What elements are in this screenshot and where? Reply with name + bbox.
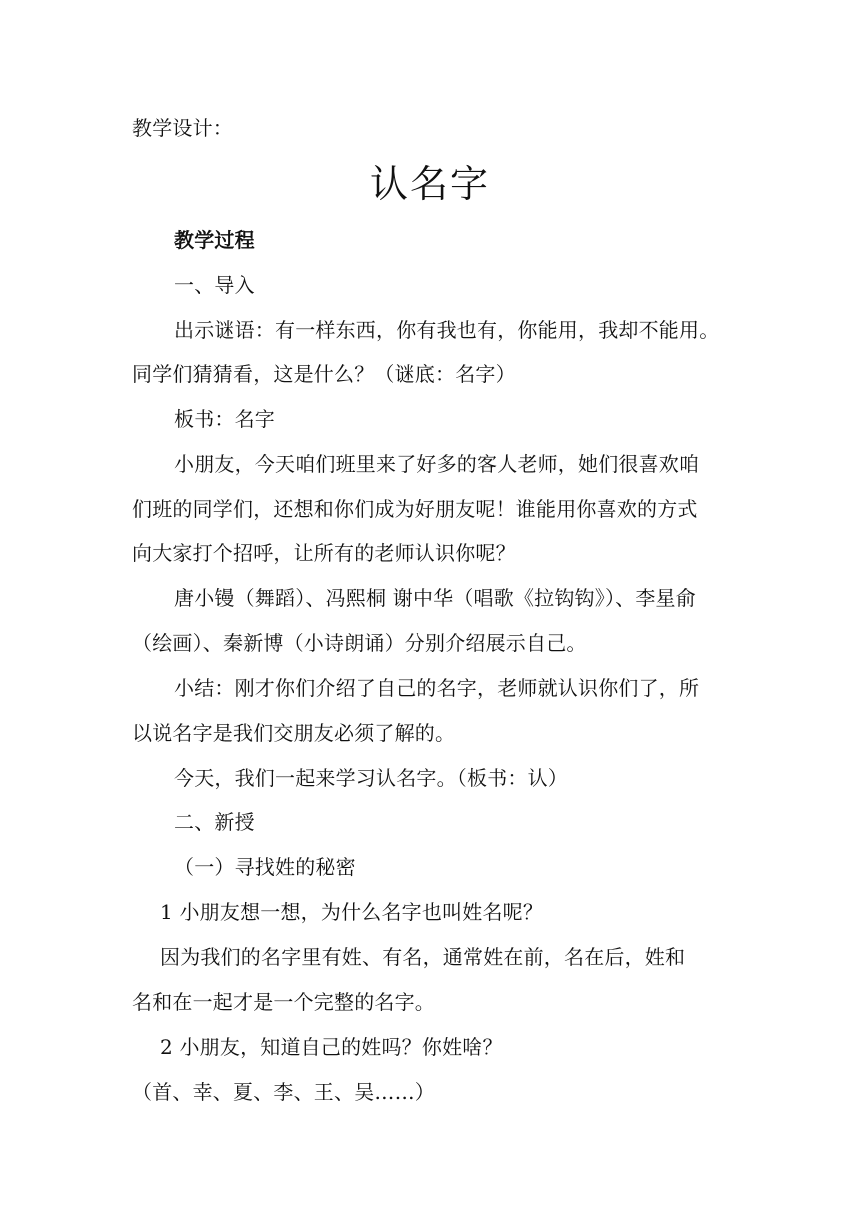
paragraph-line: 出示谜语：有一样东西，你有我也有，你能用，我却不能用。 — [174, 318, 720, 342]
paragraph-line: （一）寻找姓的秘密 — [174, 855, 356, 879]
paragraph-line: 2 小朋友，知道自己的姓吗？你姓啥？ — [160, 1035, 503, 1059]
paragraph-line: 小结：刚才你们介绍了自己的名字，老师就认识你们了，所 — [174, 676, 700, 700]
paragraph-line: 1 小朋友想一想，为什么名字也叫姓名呢？ — [160, 900, 544, 924]
paragraph-line: 因为我们的名字里有姓、有名，通常姓在前，名在后，姓和 — [160, 945, 686, 969]
doc-header: 教学设计： — [132, 116, 233, 140]
paragraph-line: 唐小镘（舞蹈）、冯熙桐 谢中华（唱歌《拉钩钩》）、李星俞 — [174, 586, 696, 610]
paragraph-line: 小朋友，今天咱们班里来了好多的客人老师，她们很喜欢咱 — [174, 452, 700, 476]
paragraph-line: 们班的同学们，还想和你们成为好朋友呢！谁能用你喜欢的方式 — [132, 497, 698, 521]
section-heading: 教学过程 — [174, 228, 255, 252]
paragraph-line: 今天，我们一起来学习认名字。（板书：认） — [174, 766, 568, 790]
paragraph-line: 二、新授 — [174, 810, 255, 834]
paragraph-line: （绘画）、秦新博（小诗朗诵）分别介绍展示自己。 — [132, 631, 587, 655]
paragraph-line: 向大家打个招呼，让所有的老师认识你呢？ — [132, 541, 516, 565]
paragraph-line: 同学们猜猜看，这是什么？（谜底：名字） — [132, 362, 516, 386]
paragraph-line: 名和在一起才是一个完整的名字。 — [132, 990, 435, 1014]
paragraph-line: 以说名字是我们交朋友必须了解的。 — [132, 721, 456, 745]
doc-title: 认名字 — [369, 162, 490, 206]
paragraph-line: 板书：名字 — [174, 407, 275, 431]
paragraph-line: 一、导入 — [174, 273, 255, 297]
paragraph-line: （首、幸、夏、李、王、吴……） — [132, 1080, 435, 1104]
